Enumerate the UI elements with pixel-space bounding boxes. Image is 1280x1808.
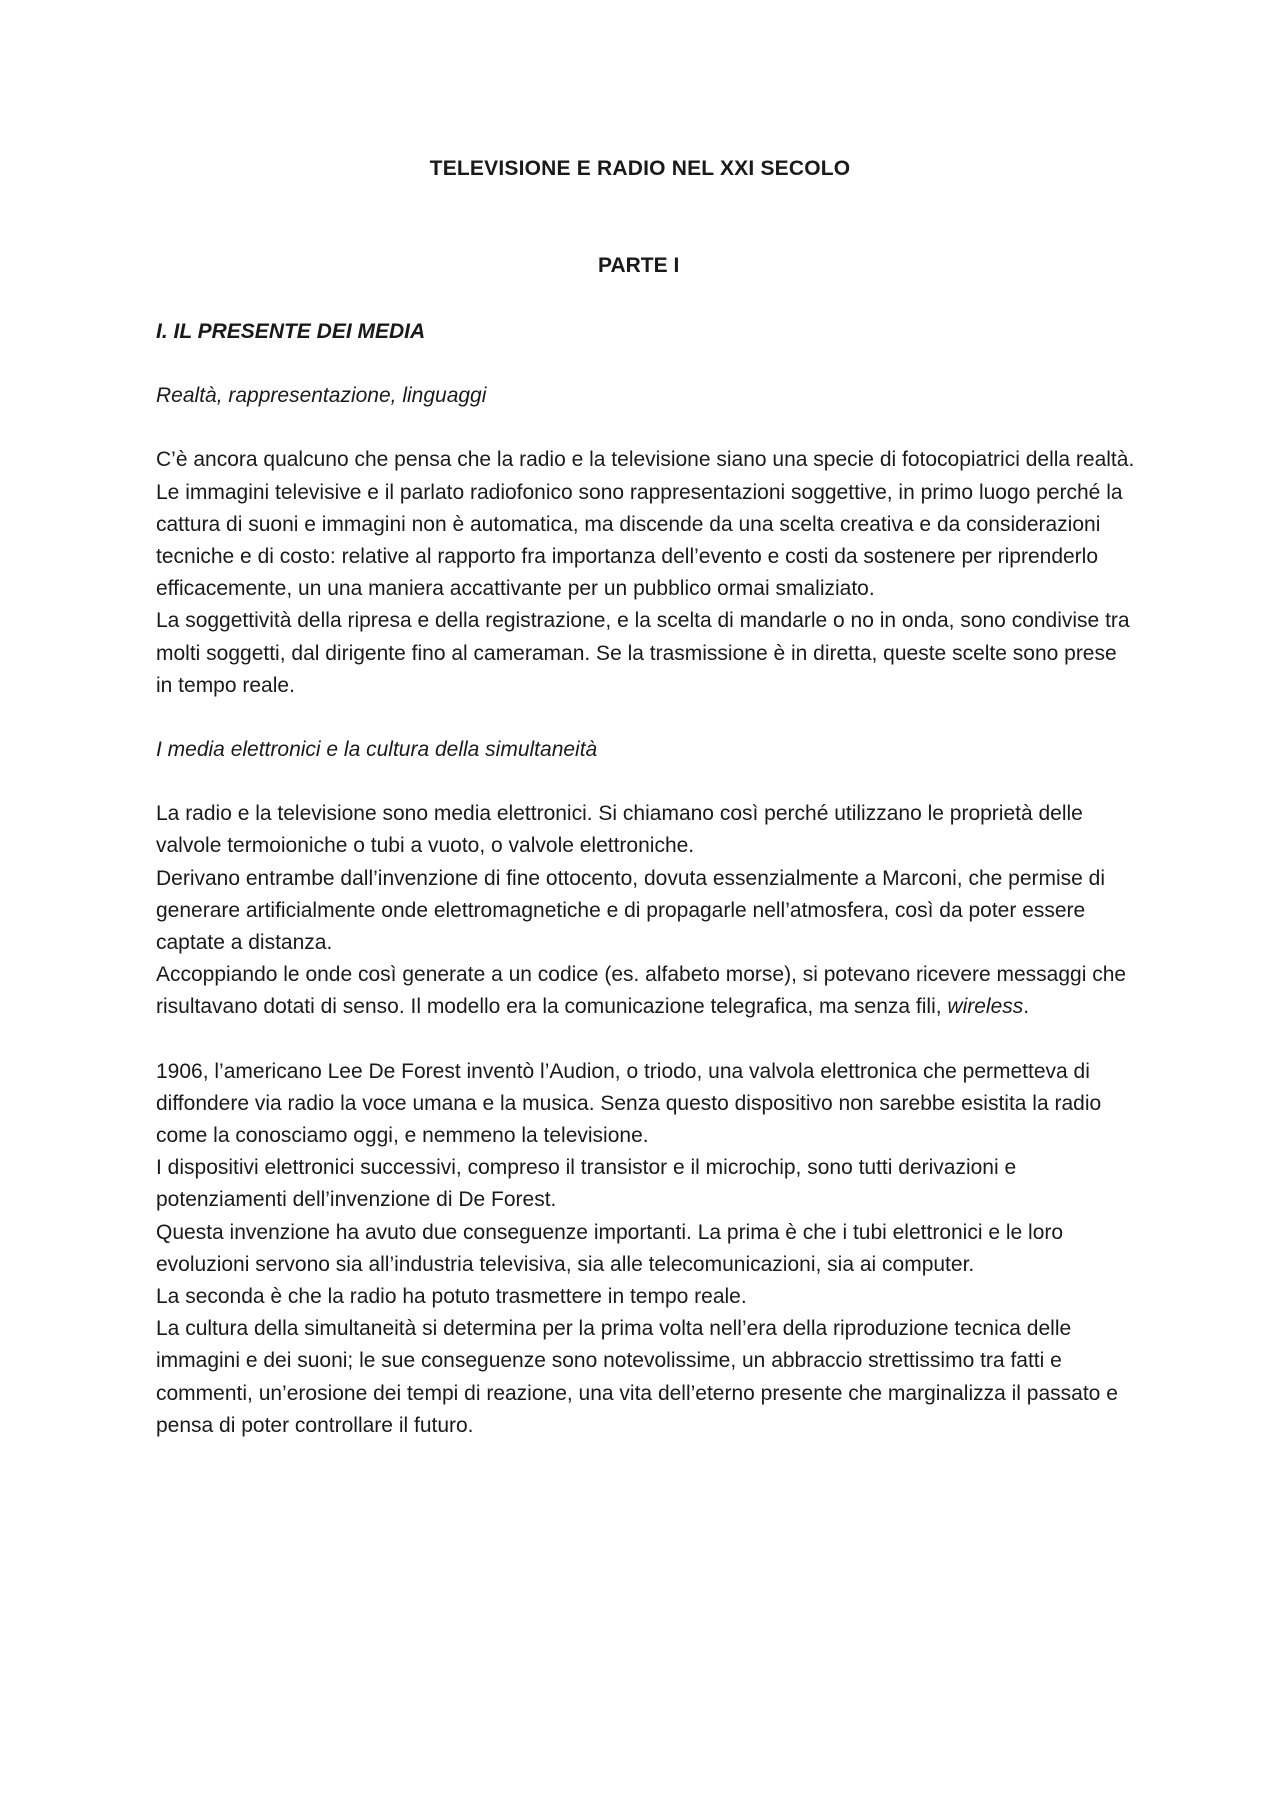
section-body-de-forest (156, 1056, 1136, 1442)
section-body-media-elettronici (156, 798, 1136, 1023)
emphasis-wireless: wireless (947, 995, 1024, 1019)
paragraph: Derivano entrambe dall’invenzione di fine ottocento, dovuta essenzialmente a Marconi, che permise di generare artificialmente onde elettromagnetiche e di propagarle nell’atmosfera, così da poter essere captate a distanza. (156, 866, 1106, 955)
paragraph-text-end: . (1023, 995, 1030, 1019)
paragraph: La radio e la televisione sono media elettronici. Si chiamano così perché utilizzano le proprietà delle valvole termoioniche o tubi a vuoto, o valvole elettroniche. (156, 802, 1083, 858)
paragraph: La cultura della simultaneità si determina per la prima volta nell’era della riproduzione tecnica delle immagini e dei suoni; le sue conseguenze sono notevolissime, un abbraccio strettissimo tra fatti e commenti, un’erosione dei tempi di reazione, una vita dell’eterno presente che marginalizza il passato e pensa di poter controllare il futuro. (156, 1317, 1118, 1437)
paragraph-morse (156, 959, 1136, 1023)
section-heading-media-elettronici: I media elettronici e la cultura della simultaneità (156, 738, 598, 762)
section-body-realta (156, 444, 1136, 702)
paragraph-text: Accoppiando le onde così generate a un codice (es. alfabeto morse), si potevano ricevere messaggi che risultavano dotati di senso. Il modello era la comunicazione telegrafica, ma senza fili, (156, 963, 1127, 1019)
paragraph: La soggettività della ripresa e della registrazione, e la scelta di mandarle o no in onda, sono condivise tra molti soggetti, dal dirigente fino al cameraman. Se la trasmissione è in diretta, queste scelte sono prese in tempo reale. (156, 609, 1130, 697)
section-heading-realta: Realtà, rappresentazione, linguaggi (156, 384, 487, 408)
paragraph: I dispositivi elettronici successivi, compreso il transistor e il microchip, sono tutti derivazioni e potenziamenti dell’invenzione di De Forest. (156, 1156, 1017, 1212)
paragraph: La seconda è che la radio ha potuto trasmettere in tempo reale. (156, 1285, 747, 1309)
paragraph: 1906, l’americano Lee De Forest inventò l’Audion, o triodo, una valvola elettronica che permetteva di diffondere via radio la voce umana e la musica. Senza questo dispositivo non sarebbe esistita la radio come la conosciamo oggi, e nemmeno la televisione. (156, 1059, 1102, 1148)
paragraph: Le immagini televisive e il parlato radiofonico sono rappresentazioni soggettive, in primo luogo perché la cattura di suoni e immagini non è automatica, ma discende da una scelta creativa e da considerazioni tecniche e di costo: relative al rapporto fra importanza dell’evento e costi da sostenere per riprenderlo efficacemente, un una maniera accattivante per un pubblico ormai smaliziato. (156, 480, 1123, 601)
paragraph: C’è ancora qualcuno che pensa che la radio e la televisione siano una specie di fotocopiatrici della realtà. (156, 448, 1135, 472)
document-title: TELEVISIONE E RADIO NEL XXI SECOLO (429, 157, 851, 180)
chapter-title: I. IL PRESENTE DEI MEDIA (156, 320, 426, 343)
part-title: PARTE I (598, 254, 680, 277)
document-body (156, 316, 1136, 1474)
paragraph: Questa invenzione ha avuto due conseguenze importanti. La prima è che i tubi elettronici e le loro evoluzioni servono sia all’industria televisiva, sia alle telecomunicazioni, sia ai computer. (156, 1220, 1064, 1276)
